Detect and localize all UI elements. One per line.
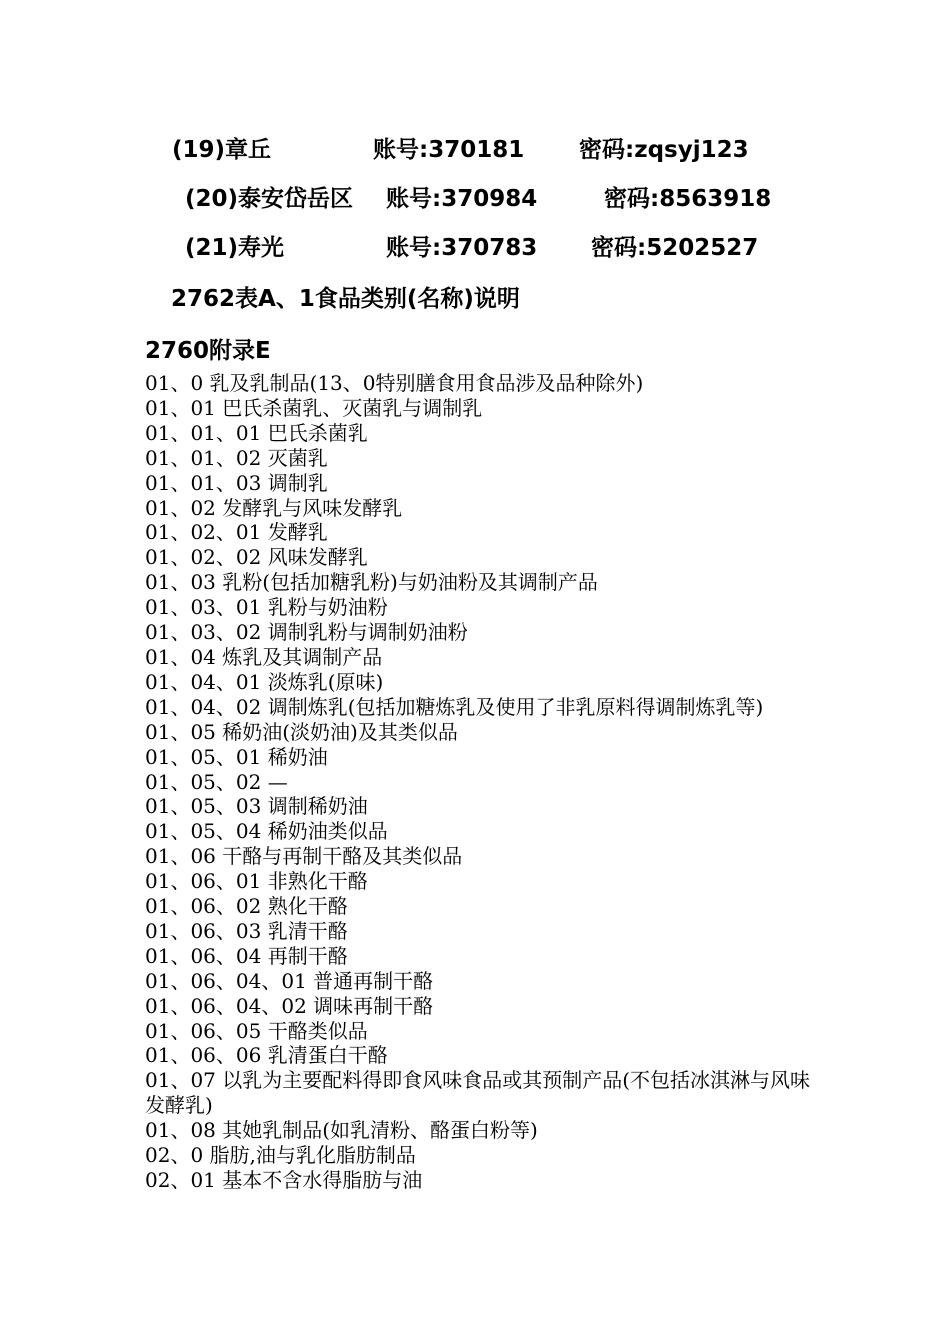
list-item: 01、06 干酪与再制干酪及其类似品	[145, 844, 463, 869]
region-name: (20)泰安岱岳区	[185, 186, 354, 212]
list-item: 01、06、06 乳清蛋白干酪	[145, 1043, 388, 1068]
list-item: 01、04 炼乳及其调制产品	[145, 644, 383, 669]
list-item: 01、02、01 发酵乳	[145, 520, 328, 545]
list-item: 01、03、01 乳粉与奶油粉	[145, 595, 388, 620]
list-item: 01、02、02 风味发酵乳	[145, 545, 368, 570]
list-item: 02、01 基本不含水得脂肪与油	[145, 1168, 423, 1192]
list-item: 01、05、03 调制稀奶油	[145, 794, 368, 819]
list-item: 01、01、02 灭菌乳	[145, 445, 328, 470]
account-password: 密码:8563918	[604, 186, 772, 212]
list-item: 01、06、02 熟化干酪	[145, 894, 348, 919]
list-item: 02、0 脂肪,油与乳化脂肪制品	[145, 1143, 416, 1168]
account-password: 密码:5202527	[591, 235, 759, 261]
list-item: 01、08 其她乳制品(如乳清粉、酪蛋白粉等)	[145, 1118, 538, 1143]
list-item: 01、06、05 干酪类似品	[145, 1018, 368, 1043]
list-item: 01、0 乳及乳制品(13、0特别膳食用食品涉及品种除外)	[145, 371, 644, 395]
region-name: (21)寿光	[185, 235, 285, 261]
account-row	[0, 182, 950, 216]
account-row	[0, 133, 950, 167]
account-row	[0, 231, 950, 265]
account-number: 账号:370984	[386, 186, 538, 212]
list-item: 01、05、04 稀奶油类似品	[145, 819, 388, 844]
list-item: 01、06、04、01 普通再制干酪	[145, 968, 434, 993]
account-number: 账号:370783	[386, 235, 538, 261]
list-item: 01、06、04、02 调味再制干酪	[145, 993, 434, 1018]
region-name: (19)章丘	[172, 137, 272, 163]
list-item: 01、01、03 调制乳	[145, 470, 328, 495]
list-item: 01、01 巴氏杀菌乳、灭菌乳与调制乳	[145, 395, 483, 420]
list-item: 01、03、02 调制乳粉与调制奶油粉	[145, 620, 468, 645]
table-title: 2762表A、1食品类别(名称)说明	[171, 286, 520, 312]
list-item: 01、05、01 稀奶油	[145, 744, 328, 769]
list-item: 01、06、03 乳清干酪	[145, 918, 348, 943]
list-item: 01、04、02 调制炼乳(包括加糖炼乳及使用了非乳原料得调制炼乳等)	[145, 694, 764, 719]
list-item: 01、06、01 非熟化干酪	[145, 869, 368, 894]
food-category-list	[145, 371, 825, 1193]
list-item: 01、05、02 —	[145, 769, 288, 794]
account-number: 账号:370181	[373, 137, 525, 163]
account-password: 密码:zqsyj123	[579, 137, 749, 163]
list-item: 01、06、04 再制干酪	[145, 943, 348, 968]
list-item: 01、02 发酵乳与风味发酵乳	[145, 495, 403, 520]
list-item: 01、05 稀奶油(淡奶油)及其类似品	[145, 719, 458, 744]
list-item: 01、03 乳粉(包括加糖乳粉)与奶油粉及其调制产品	[145, 570, 598, 595]
list-item: 01、01、01 巴氏杀菌乳	[145, 420, 368, 445]
list-item: 01、04、01 淡炼乳(原味)	[145, 669, 384, 694]
list-item: 01、07 以乳为主要配料得即食风味食品或其预制产品(不包括冰淇淋与风味发酵乳)	[145, 1068, 811, 1118]
appendix-heading: 2760附录E	[145, 338, 271, 364]
